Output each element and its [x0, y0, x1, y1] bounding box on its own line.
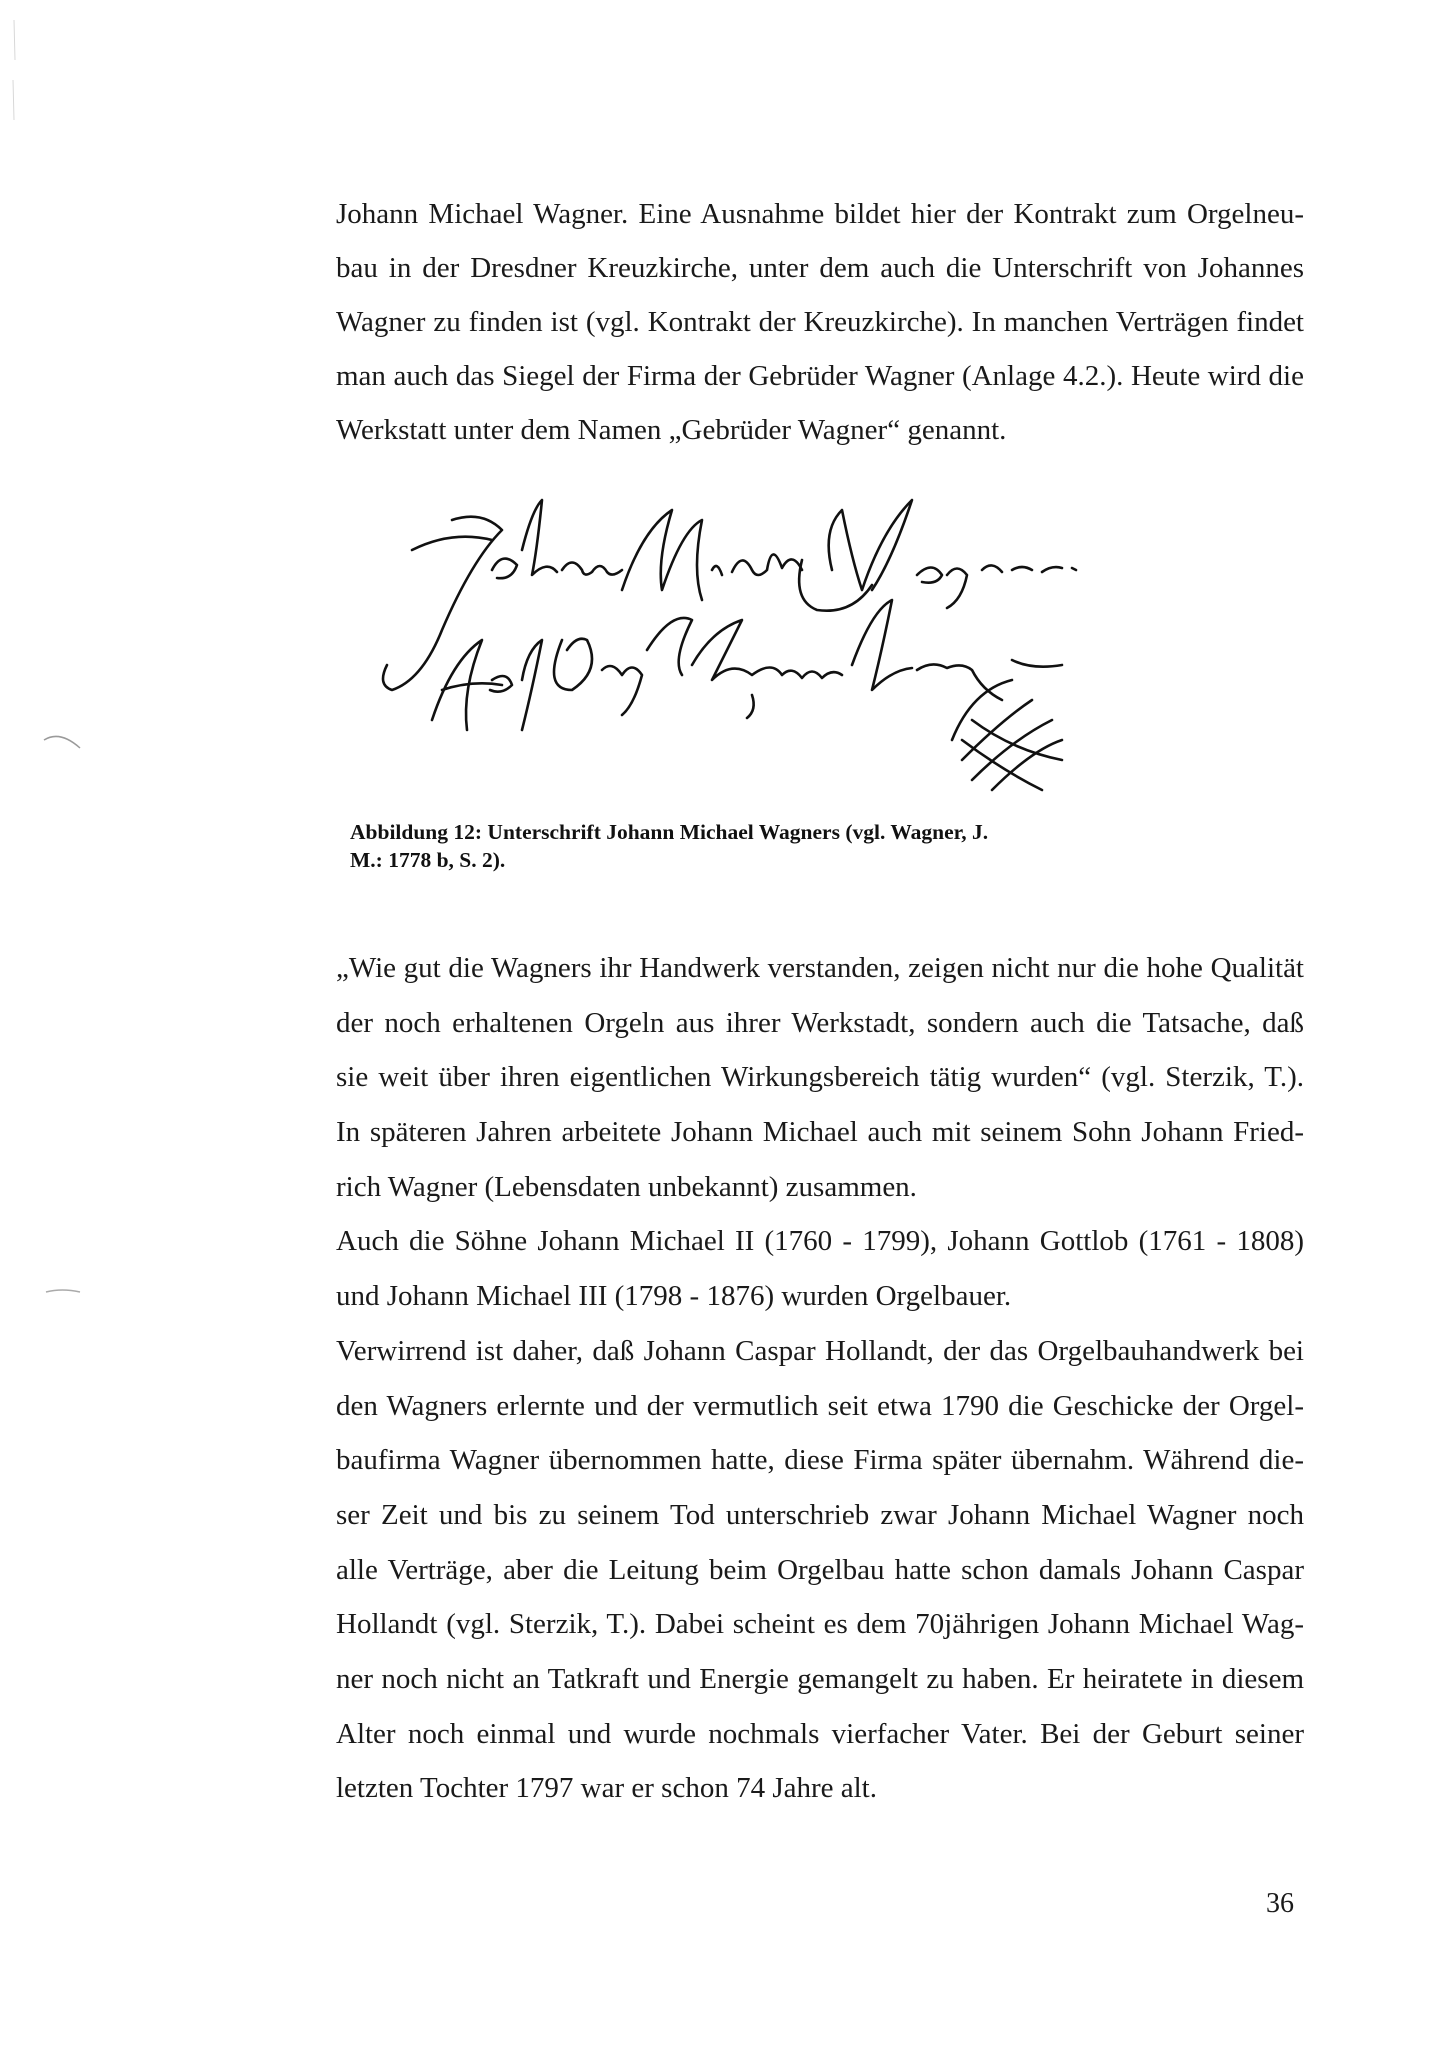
text-line: letzten Tochter 1797 war er schon 74 Jahre alt. — [336, 1772, 877, 1805]
handwritten-signature-image — [372, 490, 1092, 820]
text-line: und Johann Michael III (1798 - 1876) wurden Orgelbauer. — [336, 1280, 1012, 1313]
text-line: den Wagners erlernte und der vermutlich seit etwa 1790 die Geschicke der Orgel- — [336, 1389, 1304, 1422]
scan-artifact-left-edge — [0, 0, 30, 200]
text-line: ner noch nicht an Tatkraft und Energie gemangelt zu haben. Er heiratete in diesem — [336, 1662, 1304, 1695]
text-line: In späteren Jahren arbeitete Johann Michael auch mit seinem Sohn Johann Fried- — [336, 1116, 1304, 1149]
scan-artifact-mark-2 — [40, 1280, 90, 1300]
paragraph-intro — [336, 196, 1304, 466]
text-line: Johann Michael Wagner. Eine Ausnahme bildet hier der Kontrakt zum Orgelneu- — [336, 198, 1304, 230]
scan-artifact-mark-1 — [40, 720, 90, 760]
text-line: sie weit über ihren eigentlichen Wirkungsbereich tätig wurden“ (vgl. Sterzik, T.). — [336, 1061, 1304, 1094]
text-line: baufirma Wagner übernommen hatte, diese Firma später übernahm. Während die- — [336, 1444, 1304, 1477]
text-line: Wagner zu finden ist (vgl. Kontrakt der Kreuzkirche). In manchen Verträgen findet — [336, 306, 1304, 338]
text-line: der noch erhaltenen Orgeln aus ihrer Werkstadt, sondern auch die Tatsache, daß — [336, 1006, 1304, 1039]
text-line: Alter noch einmal und wurde nochmals vierfacher Vater. Bei der Geburt seiner — [336, 1717, 1304, 1750]
caption-line: Abbildung 12: Unterschrift Johann Michael Wagners (vgl. Wagner, J. — [350, 820, 989, 844]
text-line: Hollandt (vgl. Sterzik, T.). Dabei scheint es dem 70jährigen Johann Michael Wag- — [336, 1608, 1304, 1641]
text-line: Werkstatt unter dem Namen „Gebrüder Wagner“ genannt. — [336, 414, 1007, 446]
text-line: ser Zeit und bis zu seinem Tod unterschrieb zwar Johann Michael Wagner noch — [336, 1498, 1304, 1531]
text-line: rich Wagner (Lebensdaten unbekannt) zusammen. — [336, 1170, 917, 1203]
text-line: Verwirrend ist daher, daß Johann Caspar Hollandt, der das Orgelbauhandwerk bei — [336, 1334, 1304, 1367]
page-number: 36 — [1266, 1888, 1294, 1919]
caption-line: M.: 1778 b, S. 2). — [350, 848, 506, 872]
text-line: Auch die Söhne Johann Michael II (1760 - 1799), Johann Gottlob (1761 - 1808) — [336, 1225, 1304, 1258]
figure-caption — [350, 818, 1150, 874]
text-line: „Wie gut die Wagners ihr Handwerk verstanden, zeigen nicht nur die hohe Qualität — [336, 952, 1304, 984]
paragraph-main — [336, 950, 1304, 1825]
text-line: alle Verträge, aber die Leitung beim Orgelbau hatte schon damals Johann Caspar — [336, 1553, 1304, 1586]
text-line: bau in der Dresdner Kreuzkirche, unter dem auch die Unterschrift von Johannes — [336, 252, 1304, 284]
text-line: man auch das Siegel der Firma der Gebrüder Wagner (Anlage 4.2.). Heute wird die — [336, 360, 1304, 392]
